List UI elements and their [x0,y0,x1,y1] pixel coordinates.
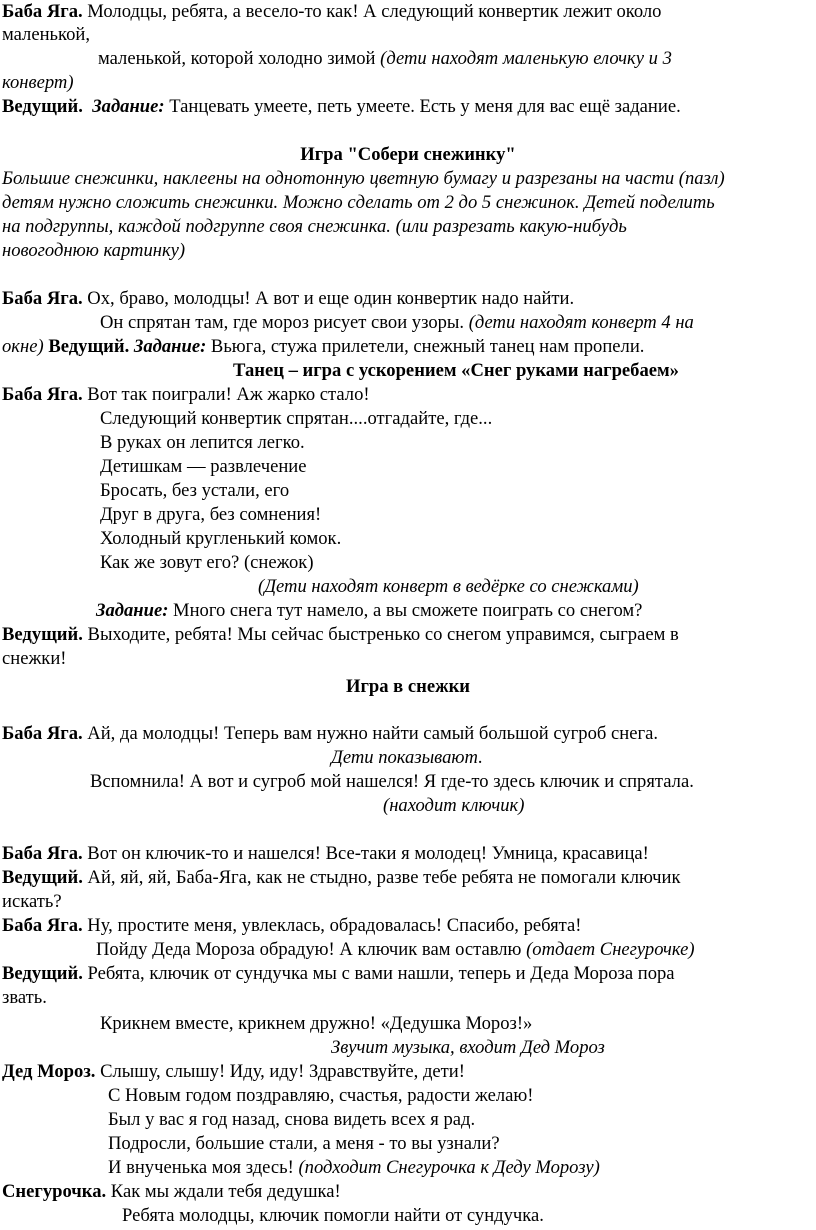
line-text: Ай, да молодцы! Теперь вам нужно найти самый большой сугроб снега. [82,723,658,744]
line-text: Вот так поиграли! Аж жарко стало! [82,384,370,405]
line-38: звать. [2,987,47,1008]
line-40: Звучит музыка, входит Дед Мороз [331,1037,605,1058]
line-text: Ай, яй, яй, Баба-Яга, как не стыдно, разве тебе ребята не помогали ключик [82,867,681,888]
line-30: Вспомнила! А вот и сугроб мой нашелся! Я где-то здесь ключик и спрятала. [90,771,694,792]
line-22: Как же зовут его? (снежок) [100,552,314,573]
task-label: Задание: [92,96,165,117]
line-8: детям нужно сложить снежинки. Можно сделать от 2 до 5 снежинок. Детей поделить [2,192,715,213]
task-label: Задание: [133,336,207,357]
line-7: Большие снежинки, наклеены на однотонную цветную бумагу и разрезаны на части (пазл) [2,168,725,189]
line-36 [96,938,695,962]
line-41 [2,1060,465,1084]
line-text: Пойду Деда Мороза обрадую! А ключик вам оставлю [96,939,527,960]
line-37 [2,962,675,986]
line-text: И внученька моя здесь! [108,1157,299,1178]
line-text: Вьюга, стужа прилетели, снежный танец нам пропели. [206,336,645,357]
stage-direction: окне) [2,336,44,357]
speaker-snegurochka: Снегурочка. [2,1181,107,1202]
line-text: Много снега тут намело, а вы сможете поиграть со снегом? [168,600,643,621]
line-25 [2,623,679,647]
speaker-host: Ведущий. [2,624,83,645]
line-24 [96,599,642,623]
speaker-baba-yaga: Баба Яга. [2,288,83,309]
line-23: (Дети находят конверт в ведёрке со снежками) [258,576,639,597]
speaker-baba-yaga: Баба Яга. [2,384,83,405]
speaker-baba-yaga: Баба Яга. [2,723,83,744]
line-32 [2,842,649,866]
line-43: Был у вас я год назад, снова видеть всех я рад. [108,1109,476,1130]
line-42: С Новым годом поздравляю, счастья, радости желаю! [108,1085,534,1106]
speaker-host: Ведущий. [48,336,130,357]
line-44: Подросли, большие стали, а меня - то вы узнали? [108,1133,500,1154]
line-text: Ну, простите меня, увлеклась, обрадовалась! Спасибо, ребята! [82,915,582,936]
speaker-baba-yaga: Баба Яга. [2,915,83,936]
stage-direction: (дети находят конверт 4 на [468,312,694,333]
line-text: Вот он ключик-то и нашелся! Все-таки я молодец! Умница, красавица! [82,843,649,864]
line-text: Ох, браво, молодцы! А вот и еще один конвертик надо найти. [82,288,575,309]
line-5 [2,95,681,119]
task-label: Задание: [96,600,169,621]
line-18: Детишкам — развлечение [100,456,307,477]
line-16: Следующий конвертик спрятан....отгадайте, где... [100,408,493,429]
line-15 [2,383,370,407]
speaker-baba-yaga: Баба Яга. [2,843,83,864]
line-39: Крикнем вместе, крикнем дружно! «Дедушка Мороз!» [100,1013,533,1034]
speaker-host: Ведущий. [2,867,83,888]
line-text: Выходите, ребята! Мы сейчас быстренько со снегом управимся, сыграем в [82,624,679,645]
line-4: конверт) [2,72,74,93]
line-13 [2,335,644,359]
line-1 [2,0,661,24]
speaker-host: Ведущий. [2,963,83,984]
line-2: маленькой, [2,24,91,45]
line-text: Ребята, ключик от сундучка мы с вами нашли, теперь и Деда Мороза пора [82,963,675,984]
stage-direction: (дети находят маленькую елочку и 3 [380,48,672,69]
line-29: Дети показывают. [331,747,483,768]
section-title-snowflake-game: Игра "Собери снежинку" [300,144,516,165]
line-text: Молодцы, ребята, а весело-то как! А следующий конвертик лежит около [82,1,662,22]
section-title-dance-game: Танец – игра с ускорением «Снег руками нагребаем» [233,360,679,381]
line-9: на подгруппы, каждой подгруппе своя снежинка. (или разрезать какую-нибудь [2,216,627,237]
line-11 [2,287,574,311]
line-47: Ребята молодцы, ключик помогли найти от сундучка. [122,1205,544,1226]
line-19: Бросать, без устали, его [100,480,290,501]
line-45 [108,1156,600,1180]
line-20: Друг в друга, без сомнения! [100,504,322,525]
line-35 [2,914,581,938]
line-33 [2,866,681,890]
speaker-baba-yaga: Баба Яга. [2,1,83,22]
line-46 [2,1180,341,1204]
line-26: снежки! [2,648,67,669]
line-text: Как мы ждали тебя дедушка! [106,1181,341,1202]
line-28 [2,722,658,746]
line-text: Танцевать умеете, петь умеете. Есть у меня для вас ещё задание. [164,96,681,117]
stage-direction: (отдает Снегурочке) [526,939,695,960]
line-12 [100,311,694,335]
line-text: Слышу, слышу! Иду, иду! Здравствуйте, дети! [95,1061,465,1082]
speaker-host: Ведущий. [2,96,83,117]
line-text: маленькой, которой холодно зимой [98,48,381,69]
stage-direction: (подходит Снегурочка к Деду Морозу) [298,1157,600,1178]
line-text: Он спрятан там, где мороз рисует свои узоры. [100,312,469,333]
line-21: Холодный кругленький комок. [100,528,342,549]
line-17: В руках он лепится легко. [100,432,305,453]
line-10: новогоднюю картинку) [2,240,186,261]
speaker-ded-moroz: Дед Мороз. [2,1061,96,1082]
line-34: искать? [2,891,62,912]
section-title-snowball-game: Игра в снежки [345,676,470,697]
line-31: (находит ключик) [383,795,525,816]
line-3 [98,47,672,71]
